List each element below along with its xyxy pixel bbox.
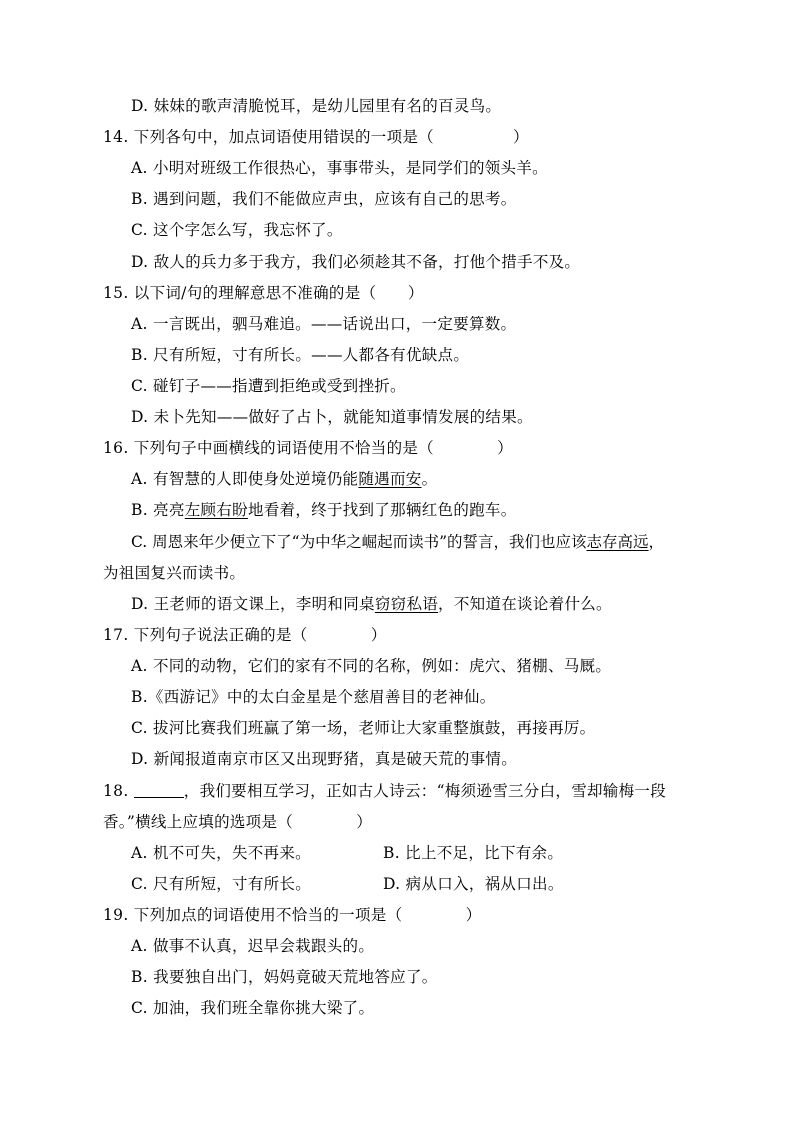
q18-option-c: C. 尺有所短，寸有所长。 [131, 875, 312, 893]
q18-stem [103, 781, 666, 801]
q17-option-a: A. 不同的动物，它们的家有不同的名称，例如：虎穴、猪棚、马厩。 [131, 657, 612, 675]
question-number: 18. [103, 782, 134, 800]
q16-option-d [131, 594, 612, 614]
q17-option-c: C. 拔河比赛我们班赢了第一场，老师让大家重整旗鼓，再接再厉。 [131, 719, 596, 737]
q15-stem: 15. 以下词/句的理解意思不准确的是（ ） [103, 284, 424, 302]
q17-option-d: D. 新闻报道南京市区又出现野猪，真是破天荒的事情。 [131, 750, 518, 768]
q14-option-c: C. 这个字怎么写，我忘怀了。 [131, 221, 343, 239]
q18-option-d: D. 病从口入，祸从口出。 [383, 875, 564, 893]
underlined-term: 随遇而安 [358, 470, 422, 488]
q16-option-c-continued: 为祖国复兴而读书。 [103, 564, 246, 582]
option-text: C. 周恩来年少便立下了“为中华之崛起而读书”的誓言，我们也应该 [131, 533, 587, 551]
q15-option-b: B. 尺有所短，寸有所长。——人都各有优缺点。 [131, 346, 470, 364]
option-text: 。 [421, 470, 438, 488]
q14-stem: 14. 下列各句中，加点词语使用错误的一项是（ ） [103, 128, 529, 146]
q16-option-b [131, 500, 517, 520]
option-text: ，不知道在谈论着什么。 [438, 595, 612, 613]
q14-option-a: A. 小明对班级工作很热心，事事带头，是同学们的领头羊。 [131, 159, 548, 177]
q17-stem: 17. 下列句子说法正确的是（ ） [103, 626, 387, 644]
q16-option-c [131, 532, 664, 552]
underlined-term: 窃窃私语 [374, 595, 439, 613]
option-text: B. 亮亮 [131, 501, 185, 519]
option-text: 地看着，终于找到了那辆红色的跑车。 [247, 501, 517, 519]
q15-option-d: D. 未卜先知——做好了占卜，就能知道事情发展的结果。 [131, 408, 533, 426]
q18-option-a: A. 机不可失，失不再来。 [131, 844, 311, 862]
q16-stem: 16. 下列句子中画横线的词语使用不恰当的是（ ） [103, 439, 513, 457]
underlined-term: 志存高远 [586, 533, 649, 551]
q17-option-b: B.《西游记》中的太白金星是个慈眉善目的老神仙。 [131, 688, 496, 706]
q14-option-b: B. 遇到问题，我们不能做应声虫，应该有自己的思考。 [131, 190, 517, 208]
q15-option-a: A. 一言既出，驷马难追。——话说出口，一定要算数。 [131, 315, 517, 333]
fill-blank [134, 783, 184, 798]
q14-option-d: D. 敌人的兵力多于我方，我们必须趁其不备，打他个措手不及。 [131, 253, 581, 271]
option-text: ， [648, 533, 665, 551]
underlined-term: 左顾右盼 [184, 501, 248, 519]
q18-option-b: B. 比上不足，比下有余。 [383, 844, 564, 862]
q18-stem-continued: 香。”横线上应填的选项是（ ） [103, 813, 373, 831]
option-text: A. 有智慧的人即使身处逆境仍能 [131, 470, 359, 488]
q19-option-a: A. 做事不认真，迟早会栽跟头的。 [131, 937, 375, 955]
q16-option-a [131, 469, 437, 489]
option-text: D. 王老师的语文课上，李明和同桌 [131, 595, 375, 613]
q15-option-c: C. 碰钉子——指遭到拒绝或受到挫折。 [131, 377, 406, 395]
q13-option-d: D. 妹妹的歌声清脆悦耳，是幼儿园里有名的百灵鸟。 [131, 97, 502, 115]
question-text: ，我们要相互学习，正如古人诗云：“梅须逊雪三分白，雪却输梅一段 [183, 782, 667, 800]
q19-stem: 19. 下列加点的词语使用不恰当的一项是（ ） [103, 906, 482, 924]
q19-option-b: B. 我要独自出门，妈妈竟破天荒地答应了。 [131, 968, 438, 986]
q19-option-c: C. 加油，我们班全靠你挑大梁了。 [131, 999, 375, 1017]
